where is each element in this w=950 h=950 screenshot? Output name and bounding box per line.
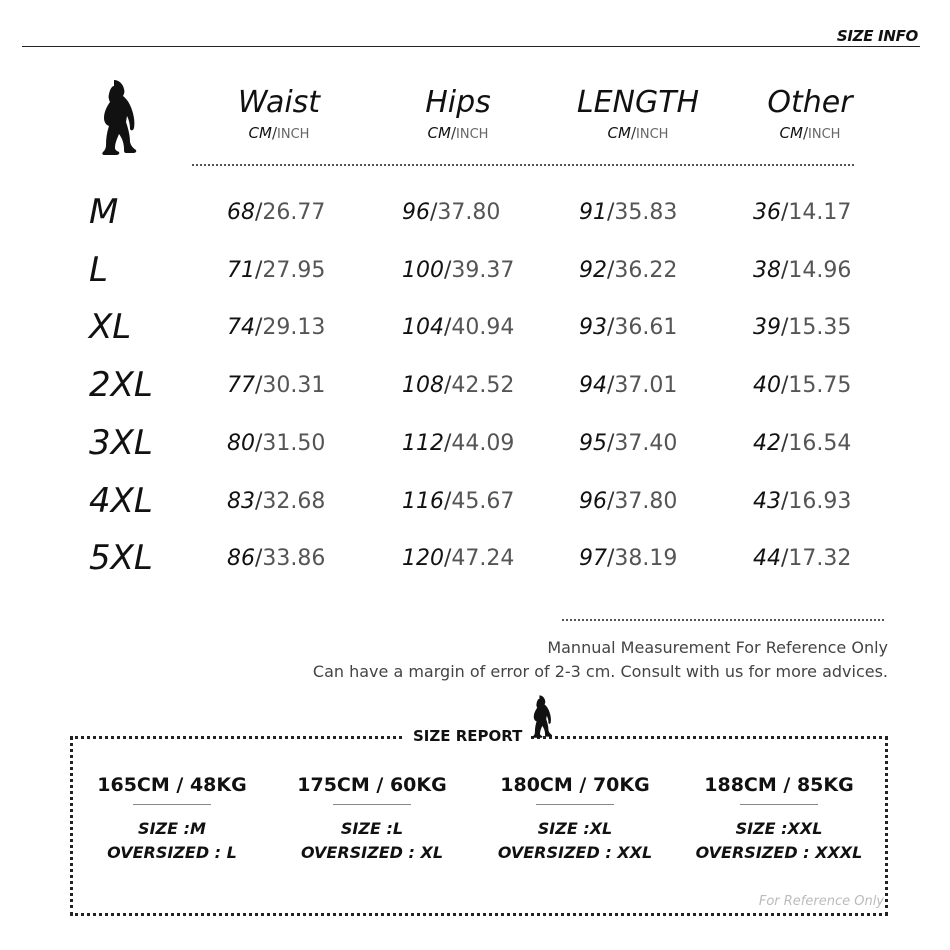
unit-separator: / (781, 315, 789, 340)
inch-value: 27.95 (262, 258, 326, 283)
measurement-cell (579, 544, 677, 574)
unit-separator: / (607, 258, 615, 283)
inch-value: 14.17 (788, 200, 852, 225)
cm-value: 97 (579, 546, 607, 571)
recommended-size: SIZE :L (340, 819, 404, 838)
margin-note: Can have a margin of error of 2-3 cm. Consult with us for more advices. (312, 662, 888, 681)
inch-value: 29.13 (262, 315, 326, 340)
cm-value: 93 (579, 315, 607, 340)
recommended-size: SIZE :XL (537, 819, 613, 838)
unit-separator: / (430, 200, 438, 225)
size-report-entry (277, 774, 467, 865)
column-unit: CM/INCH (248, 124, 310, 142)
unit-separator: / (255, 373, 263, 398)
inch-value: 45.67 (451, 489, 515, 514)
height-weight: 180CM / 70KG (500, 774, 650, 796)
reference-only-note: For Reference Only (758, 894, 884, 909)
measurement-cell (402, 487, 514, 517)
walking-ape-icon (527, 694, 553, 742)
measurement-cell (753, 198, 851, 228)
column-header-length (553, 84, 723, 142)
measurement-cell (402, 256, 514, 286)
oversized-size: OVERSIZED : L (107, 843, 237, 862)
walking-ape-icon (92, 78, 138, 162)
unit-separator: / (607, 315, 615, 340)
oversized-size: OVERSIZED : XXXL (695, 843, 863, 862)
cm-value: 38 (753, 258, 781, 283)
unit-separator: / (255, 200, 263, 225)
cm-value: 100 (402, 258, 444, 283)
oversized-size: OVERSIZED : XXL (497, 843, 653, 862)
measurement-cell (402, 544, 514, 574)
header-dotted-divider (192, 164, 854, 166)
cm-value: 71 (227, 258, 255, 283)
entry-divider (333, 804, 411, 805)
column-header-other (725, 84, 895, 142)
measurement-cell (227, 429, 325, 459)
inch-value: 37.01 (614, 373, 678, 398)
measurement-cell (753, 544, 851, 574)
unit-separator: / (444, 315, 452, 340)
cm-value: 120 (402, 546, 444, 571)
unit-separator: / (781, 258, 789, 283)
measurement-cell (753, 313, 851, 343)
unit-separator: / (781, 431, 789, 456)
unit-separator: / (255, 546, 263, 571)
cm-value: 80 (227, 431, 255, 456)
inch-value: 35.83 (614, 200, 678, 225)
column-header-hips (373, 84, 543, 142)
cm-value: 43 (753, 489, 781, 514)
entry-divider (536, 804, 614, 805)
measurement-cell (579, 487, 677, 517)
cm-value: 74 (227, 315, 255, 340)
size-label: M (89, 192, 119, 232)
measurement-cell (227, 544, 325, 574)
cm-value: 92 (579, 258, 607, 283)
inch-value: 30.31 (262, 373, 326, 398)
unit-separator: / (781, 200, 789, 225)
cm-value: 91 (579, 200, 607, 225)
measurement-cell (579, 313, 677, 343)
height-weight: 165CM / 48KG (97, 774, 247, 796)
unit-separator: / (255, 315, 263, 340)
inch-value: 47.24 (451, 546, 515, 571)
inch-value: 26.77 (262, 200, 326, 225)
column-name: Other (767, 85, 853, 120)
cm-value: 68 (227, 200, 255, 225)
inch-value: 44.09 (451, 431, 515, 456)
height-weight: 175CM / 60KG (297, 774, 447, 796)
inch-value: 15.75 (788, 373, 852, 398)
cm-value: 83 (227, 489, 255, 514)
unit-separator: / (444, 373, 452, 398)
inch-value: 38.19 (614, 546, 678, 571)
unit-separator: / (607, 373, 615, 398)
size-report-entry (480, 774, 670, 865)
inch-value: 37.80 (614, 489, 678, 514)
inch-value: 37.80 (437, 200, 501, 225)
column-unit: CM/INCH (607, 124, 669, 142)
cm-value: 104 (402, 315, 444, 340)
cm-value: 94 (579, 373, 607, 398)
inch-value: 31.50 (262, 431, 326, 456)
unit-separator: / (781, 489, 789, 514)
column-header-waist (194, 84, 364, 142)
cm-value: 77 (227, 373, 255, 398)
measurement-cell (753, 487, 851, 517)
unit-separator: / (444, 546, 452, 571)
cm-value: 42 (753, 431, 781, 456)
measurement-cell (753, 256, 851, 286)
entry-divider (740, 804, 818, 805)
unit-separator: / (781, 546, 789, 571)
note-dotted-divider (562, 619, 884, 621)
cm-value: 96 (402, 200, 430, 225)
size-label: 5XL (89, 538, 153, 578)
inch-value: 40.94 (451, 315, 515, 340)
measurement-cell (579, 371, 677, 401)
measurement-cell (402, 313, 514, 343)
unit-separator: / (255, 431, 263, 456)
measurement-cell (753, 429, 851, 459)
size-report-entry (77, 774, 267, 865)
inch-value: 32.68 (262, 489, 326, 514)
oversized-size: OVERSIZED : XL (300, 843, 444, 862)
inch-value: 17.32 (788, 546, 852, 571)
size-label: 3XL (89, 423, 153, 463)
measurement-cell (227, 198, 325, 228)
inch-value: 36.22 (614, 258, 678, 283)
size-label: L (89, 250, 108, 290)
unit-separator: / (781, 373, 789, 398)
cm-value: 36 (753, 200, 781, 225)
measurement-cell (227, 313, 325, 343)
unit-separator: / (444, 489, 452, 514)
unit-separator: / (607, 489, 615, 514)
inch-value: 15.35 (788, 315, 852, 340)
cm-value: 39 (753, 315, 781, 340)
column-name: Hips (425, 85, 491, 120)
inch-value: 36.61 (614, 315, 678, 340)
inch-value: 16.54 (788, 431, 852, 456)
measurement-cell (579, 256, 677, 286)
height-weight: 188CM / 85KG (704, 774, 854, 796)
recommended-size: SIZE :M (138, 819, 206, 838)
cm-value: 112 (402, 431, 444, 456)
measurement-cell (227, 487, 325, 517)
header-rule (22, 46, 920, 47)
column-name: Waist (237, 85, 321, 120)
cm-value: 95 (579, 431, 607, 456)
cm-value: 108 (402, 373, 444, 398)
inch-value: 42.52 (451, 373, 515, 398)
size-report-heading (405, 722, 530, 750)
cm-value: 86 (227, 546, 255, 571)
cm-value: 44 (753, 546, 781, 571)
column-unit: CM/INCH (779, 124, 841, 142)
unit-separator: / (607, 200, 615, 225)
unit-separator: / (607, 431, 615, 456)
size-report-entry (684, 774, 874, 865)
size-info-title: SIZE INFO (836, 27, 918, 45)
unit-separator: / (444, 431, 452, 456)
unit-separator: / (255, 489, 263, 514)
column-name: LENGTH (576, 85, 700, 120)
measurement-cell (402, 198, 500, 228)
measurement-cell (753, 371, 851, 401)
measurement-cell (402, 371, 514, 401)
recommended-size: SIZE :XXL (735, 819, 823, 838)
measurement-cell (227, 256, 325, 286)
cm-value: 40 (753, 373, 781, 398)
inch-value: 39.37 (451, 258, 515, 283)
unit-separator: / (444, 258, 452, 283)
entry-divider (133, 804, 211, 805)
column-unit: CM/INCH (427, 124, 489, 142)
measurement-cell (579, 198, 677, 228)
unit-separator: / (255, 258, 263, 283)
measurement-cell (227, 371, 325, 401)
inch-value: 14.96 (788, 258, 852, 283)
inch-value: 37.40 (614, 431, 678, 456)
inch-value: 16.93 (788, 489, 852, 514)
measurement-cell (579, 429, 677, 459)
size-report-title: SIZE REPORT (413, 727, 523, 745)
measurement-note: Mannual Measurement For Reference Only (547, 638, 888, 657)
inch-value: 33.86 (262, 546, 326, 571)
size-label: XL (89, 307, 132, 347)
cm-value: 96 (579, 489, 607, 514)
measurement-cell (402, 429, 514, 459)
unit-separator: / (607, 546, 615, 571)
size-label: 2XL (89, 365, 153, 405)
size-label: 4XL (89, 481, 153, 521)
cm-value: 116 (402, 489, 444, 514)
